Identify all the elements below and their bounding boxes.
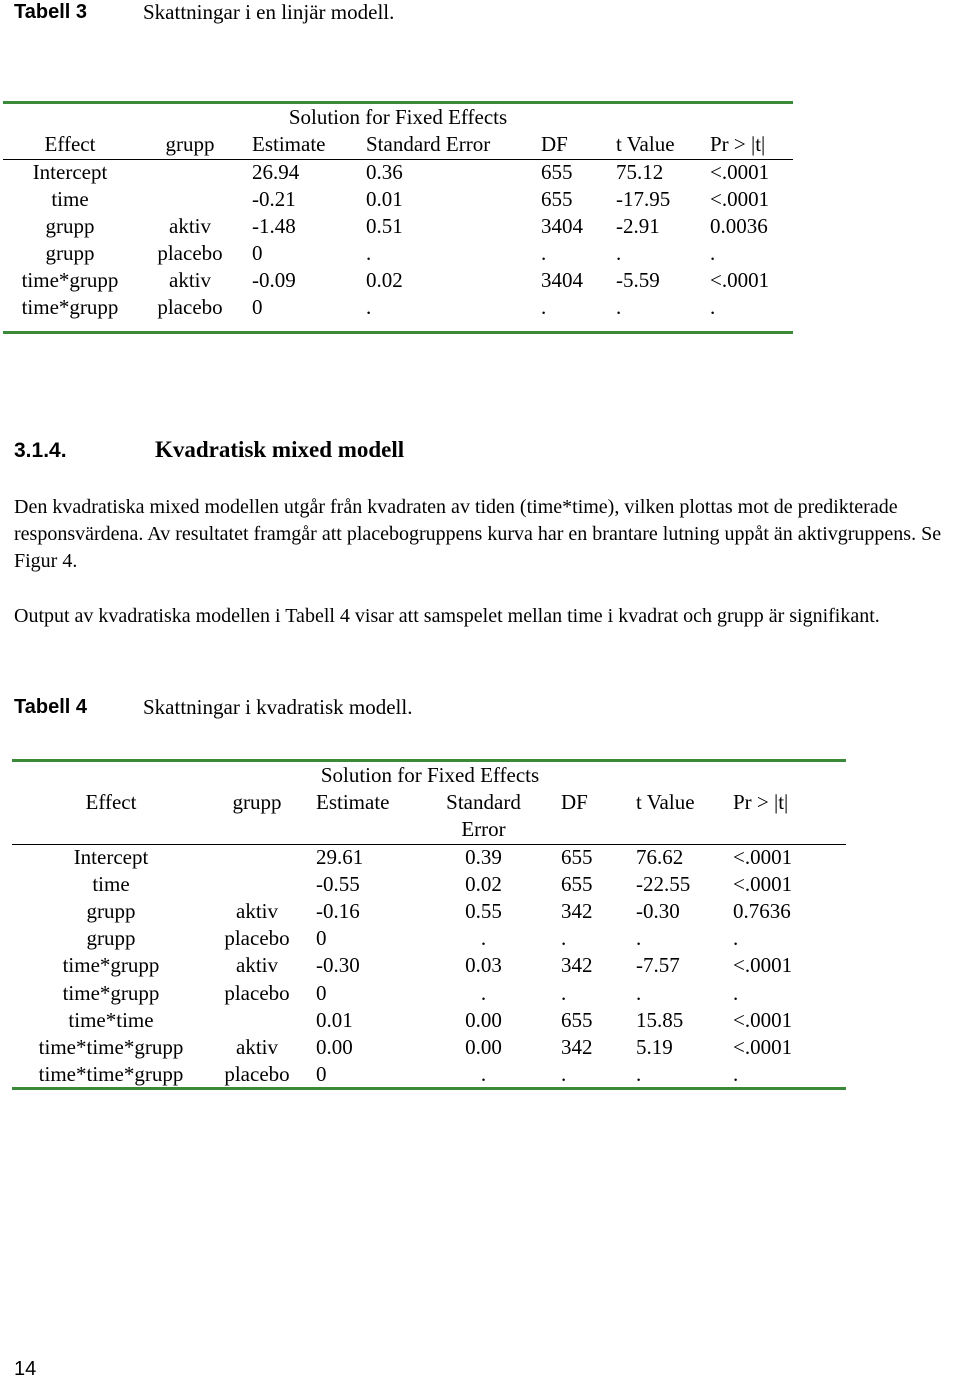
table-cell: . bbox=[733, 926, 739, 951]
table-cell: -0.55 bbox=[316, 872, 360, 897]
table-cell: time*time*grupp bbox=[38, 1061, 184, 1086]
paragraph-2: Output av kvadratiska modellen i Tabell 4 visar att samspelet mellan time i kvadrat och grupp är signifikant. bbox=[14, 605, 880, 627]
section-number: 3.1.4. bbox=[14, 439, 67, 462]
table-cell: 0.03 bbox=[465, 953, 502, 978]
table-cell: . bbox=[710, 241, 716, 265]
table-cell: placebo bbox=[157, 295, 223, 319]
column-header: Estimate bbox=[316, 790, 390, 814]
table-cell: 5.19 bbox=[636, 1034, 673, 1059]
table-cell: placebo bbox=[224, 926, 290, 951]
table-cell: . bbox=[636, 980, 642, 1005]
table-cell: Intercept bbox=[73, 845, 149, 869]
table-cell: <.0001 bbox=[733, 845, 793, 869]
table-cell: 655 bbox=[561, 845, 593, 869]
table-cell: 75.12 bbox=[616, 160, 664, 184]
table-cell: . bbox=[480, 980, 487, 1005]
table-cell: 0.01 bbox=[316, 1007, 353, 1032]
table-cell: -0.16 bbox=[316, 899, 360, 924]
table-cell: 76.62 bbox=[636, 845, 684, 869]
table-cell: time*grupp bbox=[62, 953, 160, 978]
table-cell: . bbox=[733, 1061, 739, 1086]
table-cell: . bbox=[561, 926, 567, 951]
table-cell: 0 bbox=[316, 926, 327, 951]
table4-caption: Skattningar i kvadratisk modell. bbox=[143, 695, 413, 719]
column-header: Pr > |t| bbox=[733, 790, 789, 814]
table-cell: . bbox=[480, 1061, 487, 1086]
table-cell: . bbox=[480, 926, 487, 951]
table-title: Solution for Fixed Effects bbox=[320, 763, 540, 787]
column-header: DF bbox=[541, 132, 568, 156]
column-header: grupp bbox=[165, 132, 215, 156]
column-header: DF bbox=[561, 790, 588, 814]
table-cell: 342 bbox=[561, 899, 593, 924]
table-cell: 0 bbox=[252, 295, 263, 319]
table-cell: -17.95 bbox=[616, 187, 671, 211]
table-cell: 0 bbox=[316, 980, 327, 1005]
table-cell: 0.51 bbox=[366, 214, 403, 238]
table-cell: . bbox=[733, 980, 739, 1005]
section-title: Kvadratisk mixed modell bbox=[155, 437, 405, 462]
table-cell: 0.00 bbox=[316, 1034, 353, 1059]
table-cell: <.0001 bbox=[733, 1034, 793, 1059]
table-cell: . bbox=[710, 295, 716, 319]
table-cell: 0.02 bbox=[465, 872, 502, 897]
column-header: Standard bbox=[446, 790, 521, 814]
table-cell: <.0001 bbox=[710, 268, 770, 292]
table3-label: Tabell 3 bbox=[14, 1, 87, 23]
table-cell: <.0001 bbox=[710, 187, 770, 211]
table-cell: . bbox=[636, 926, 642, 951]
table-cell: placebo bbox=[224, 980, 290, 1005]
table4-label: Tabell 4 bbox=[14, 696, 87, 718]
table-cell: grupp bbox=[45, 214, 95, 238]
table-cell: . bbox=[561, 980, 567, 1005]
page-number: 14 bbox=[14, 1358, 37, 1380]
table-cell: aktiv bbox=[236, 1034, 278, 1059]
table-cell: 342 bbox=[561, 1034, 593, 1059]
table-cell: 0.7636 bbox=[733, 899, 791, 924]
table-cell: placebo bbox=[224, 1061, 290, 1086]
table-cell: 655 bbox=[561, 1007, 593, 1032]
table-cell: 655 bbox=[541, 160, 573, 184]
table-cell: <.0001 bbox=[733, 1007, 793, 1032]
table-cell: 3404 bbox=[541, 214, 583, 238]
table-cell: . bbox=[616, 295, 622, 319]
table-cell: 655 bbox=[541, 187, 573, 211]
table-cell: 3404 bbox=[541, 268, 583, 292]
table-cell: 29.61 bbox=[316, 845, 364, 869]
table-cell: . bbox=[636, 1061, 642, 1086]
table-cell: 0.02 bbox=[366, 268, 403, 292]
table-cell: 655 bbox=[561, 872, 593, 897]
column-header: Estimate bbox=[252, 132, 326, 156]
table-cell: 342 bbox=[561, 953, 593, 978]
table-cell: -0.09 bbox=[252, 268, 296, 292]
table-title: Solution for Fixed Effects bbox=[288, 105, 508, 129]
column-header: Effect bbox=[44, 132, 96, 156]
column-header: Standard Error bbox=[366, 132, 491, 156]
table-cell: 0.36 bbox=[366, 160, 403, 184]
column-header: Effect bbox=[85, 790, 137, 814]
table-cell: aktiv bbox=[236, 953, 278, 978]
table-cell: 0.0036 bbox=[710, 214, 768, 238]
table-cell: -0.30 bbox=[636, 899, 680, 924]
table-cell: 0.00 bbox=[465, 1007, 502, 1032]
table-cell: 0 bbox=[316, 1061, 327, 1086]
table-cell: . bbox=[366, 241, 372, 265]
table-cell: 0.55 bbox=[465, 899, 502, 924]
table-cell: 0.01 bbox=[366, 187, 403, 211]
table-cell: aktiv bbox=[169, 214, 211, 238]
table-cell: . bbox=[366, 295, 372, 319]
table-cell: placebo bbox=[157, 241, 223, 265]
table-cell: -5.59 bbox=[616, 268, 660, 292]
table-cell: -1.48 bbox=[252, 214, 296, 238]
table-cell: 26.94 bbox=[252, 160, 300, 184]
table-cell: -0.30 bbox=[316, 953, 360, 978]
table-cell: -0.21 bbox=[252, 187, 296, 211]
table-cell: time bbox=[92, 872, 130, 897]
table-cell: time*time bbox=[68, 1007, 154, 1032]
table-cell: Intercept bbox=[32, 160, 108, 184]
table-cell: grupp bbox=[86, 926, 136, 951]
table-cell: time*grupp bbox=[21, 295, 119, 319]
table-cell: <.0001 bbox=[733, 953, 793, 978]
table-cell: 0.00 bbox=[465, 1034, 502, 1059]
table-cell: -22.55 bbox=[636, 872, 691, 897]
table-cell: . bbox=[541, 295, 547, 319]
table-cell: . bbox=[561, 1061, 567, 1086]
table-cell: 0.39 bbox=[465, 845, 502, 869]
table-cell: <.0001 bbox=[710, 160, 770, 184]
table-cell: time*grupp bbox=[62, 980, 160, 1005]
table-cell: aktiv bbox=[236, 899, 278, 924]
table-cell: time bbox=[51, 187, 89, 211]
table-cell: grupp bbox=[86, 899, 136, 924]
column-header: t Value bbox=[616, 132, 675, 156]
table-cell: grupp bbox=[45, 241, 95, 265]
column-header: t Value bbox=[636, 790, 695, 814]
table-cell: <.0001 bbox=[733, 872, 793, 897]
column-header: grupp bbox=[232, 790, 282, 814]
table-cell: aktiv bbox=[169, 268, 211, 292]
table-cell: time*time*grupp bbox=[38, 1034, 184, 1059]
table-cell: . bbox=[616, 241, 622, 265]
table-cell: . bbox=[541, 241, 547, 265]
table-cell: 15.85 bbox=[636, 1007, 684, 1032]
table-cell: time*grupp bbox=[21, 268, 119, 292]
table-cell: -7.57 bbox=[636, 953, 680, 978]
column-header: Pr > |t| bbox=[710, 132, 766, 156]
paragraph-1: Den kvadratiska mixed modellen utgår från kvadraten av tiden (time*time), vilken plottas mot de predikterade responsvärdena. Av resultatet framgår att placebogruppens kurva har en brantare lutning uppåt än aktivgruppens. Se Figur 4. bbox=[14, 496, 942, 572]
table3-caption: Skattningar i en linjär modell. bbox=[143, 0, 395, 24]
table-cell: 0 bbox=[252, 241, 263, 265]
column-header-continued: Error bbox=[461, 817, 506, 841]
table-cell: -2.91 bbox=[616, 214, 660, 238]
